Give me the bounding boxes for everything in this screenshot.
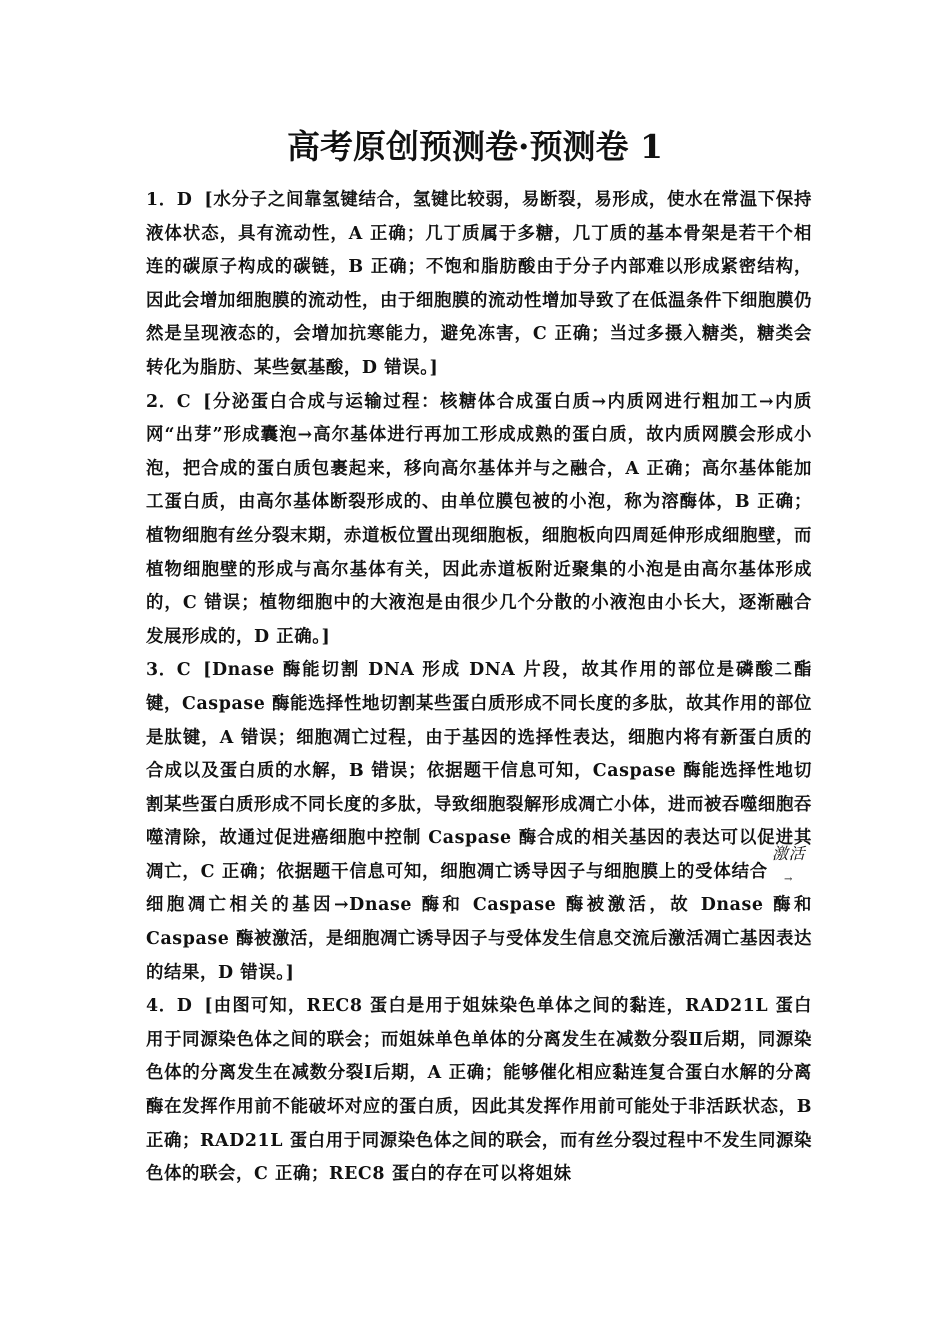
answer-number: 3．C (146, 660, 192, 681)
answer-item-2 (146, 386, 812, 655)
answer-text: [由图可知，REC8 蛋白是用于姐妹染色单体之间的黏连，RAD21L 蛋白用于同源染色体之间的联会；而姐妹单色单体的分离发生在减数分裂Ⅱ后期，同源染色体的分离发生在减数分裂Ⅰ后期，A 正确；能够催化相应黏连复合蛋白水解的分离酶在发挥作用前不能破坏对应的蛋白质，因此其发挥作用前可能处于非活跃状态，B 正确；RAD21L 蛋白用于同源染色体之间的联会，而有丝分裂过程中不发生同源染色体的联会，C 正确；REC8 蛋白的存在可以将姐妹 (146, 996, 812, 1185)
answer-number: 2．C (146, 391, 192, 412)
answer-text: [Dnase 酶能切割 DNA 形成 DNA 片段，故其作用的部位是磷酸二酯键，Caspase 酶能选择性地切割某些蛋白质形成不同长度的多肽，故其作用的部位是肽键，A 错误；细胞凋亡过程，由于基因的选择性表达，细胞内将有新蛋白质的合成以及蛋白质的水解，B 错误；依据题干信息可知，Caspase 酶能选择性地切割某些蛋白质形成不同长度的多肽，导致细胞裂解形成凋亡小体，进而被吞噬细胞吞噬清除，故通过促进癌细胞中控制 Caspase 酶合成的相关基因的表达可以促进其凋亡，C 正确；依据题干信息可知，细胞凋亡诱导因子与细胞膜上的受体结合 (146, 660, 812, 882)
page-title: 高考原创预测卷·预测卷 1 (287, 127, 663, 166)
activation-arrow (770, 843, 810, 885)
answer-text: [水分子之间靠氢键结合，氢键比较弱，易断裂，易形成，使水在常温下保持液体状态，具有流动性，A 正确；几丁质属于多糖，几丁质的基本骨架是若干个相连的碳原子构成的碳链，B 正确；不饱和脂肪酸由于分子内部难以形成紧密结构，因此会增加细胞膜的流动性，由于细胞膜的流动性增加导致了在低温条件下细胞膜仍然是呈现液态的，会增加抗寒能力，避免冻害，C 正确；当过多摄入糖类，糖类会转化为脂肪、某些氨基酸，D 错误。] (146, 190, 812, 378)
answer-item-1 (146, 184, 812, 386)
answer-item-3 (146, 654, 812, 990)
arrow-label: 激活 (772, 843, 806, 863)
answer-number: 1．D (146, 190, 193, 210)
answer-text-continued: 细胞凋亡相关的基因→Dnase 酶和 Caspase 酶被激活，故 Dnase 酶和 Caspase 酶被激活，是细胞凋亡诱导因子与受体发生信息交流后激活凋亡基因表达的结果，D 错误。] (146, 895, 812, 983)
arrow-icon: → (784, 873, 793, 885)
answer-list (146, 184, 812, 1192)
answer-number: 4．D (146, 996, 193, 1017)
answer-text: [分泌蛋白合成与运输过程：核糖体合成蛋白质→内质网进行粗加工→内质网“出芽”形成囊泡→高尔基体进行再加工形成成熟的蛋白质，故内质网膜会形成小泡，把合成的蛋白质包裹起来，移向高尔基体并与之融合，A 正确；高尔基体能加工蛋白质，由高尔基体断裂形成的、由单位膜包被的小泡，称为溶酶体，B 正确；植物细胞有丝分裂末期，赤道板位置出现细胞板，细胞板向四周延伸形成细胞壁，而植物细胞壁的形成与高尔基体有关，因此赤道板附近聚集的小泡是由高尔基体形成的，C 错误；植物细胞中的大液泡是由很少几个分散的小液泡由小长大，逐渐融合发展形成的，D 正确。] (146, 391, 812, 647)
answer-item-4 (146, 990, 812, 1192)
